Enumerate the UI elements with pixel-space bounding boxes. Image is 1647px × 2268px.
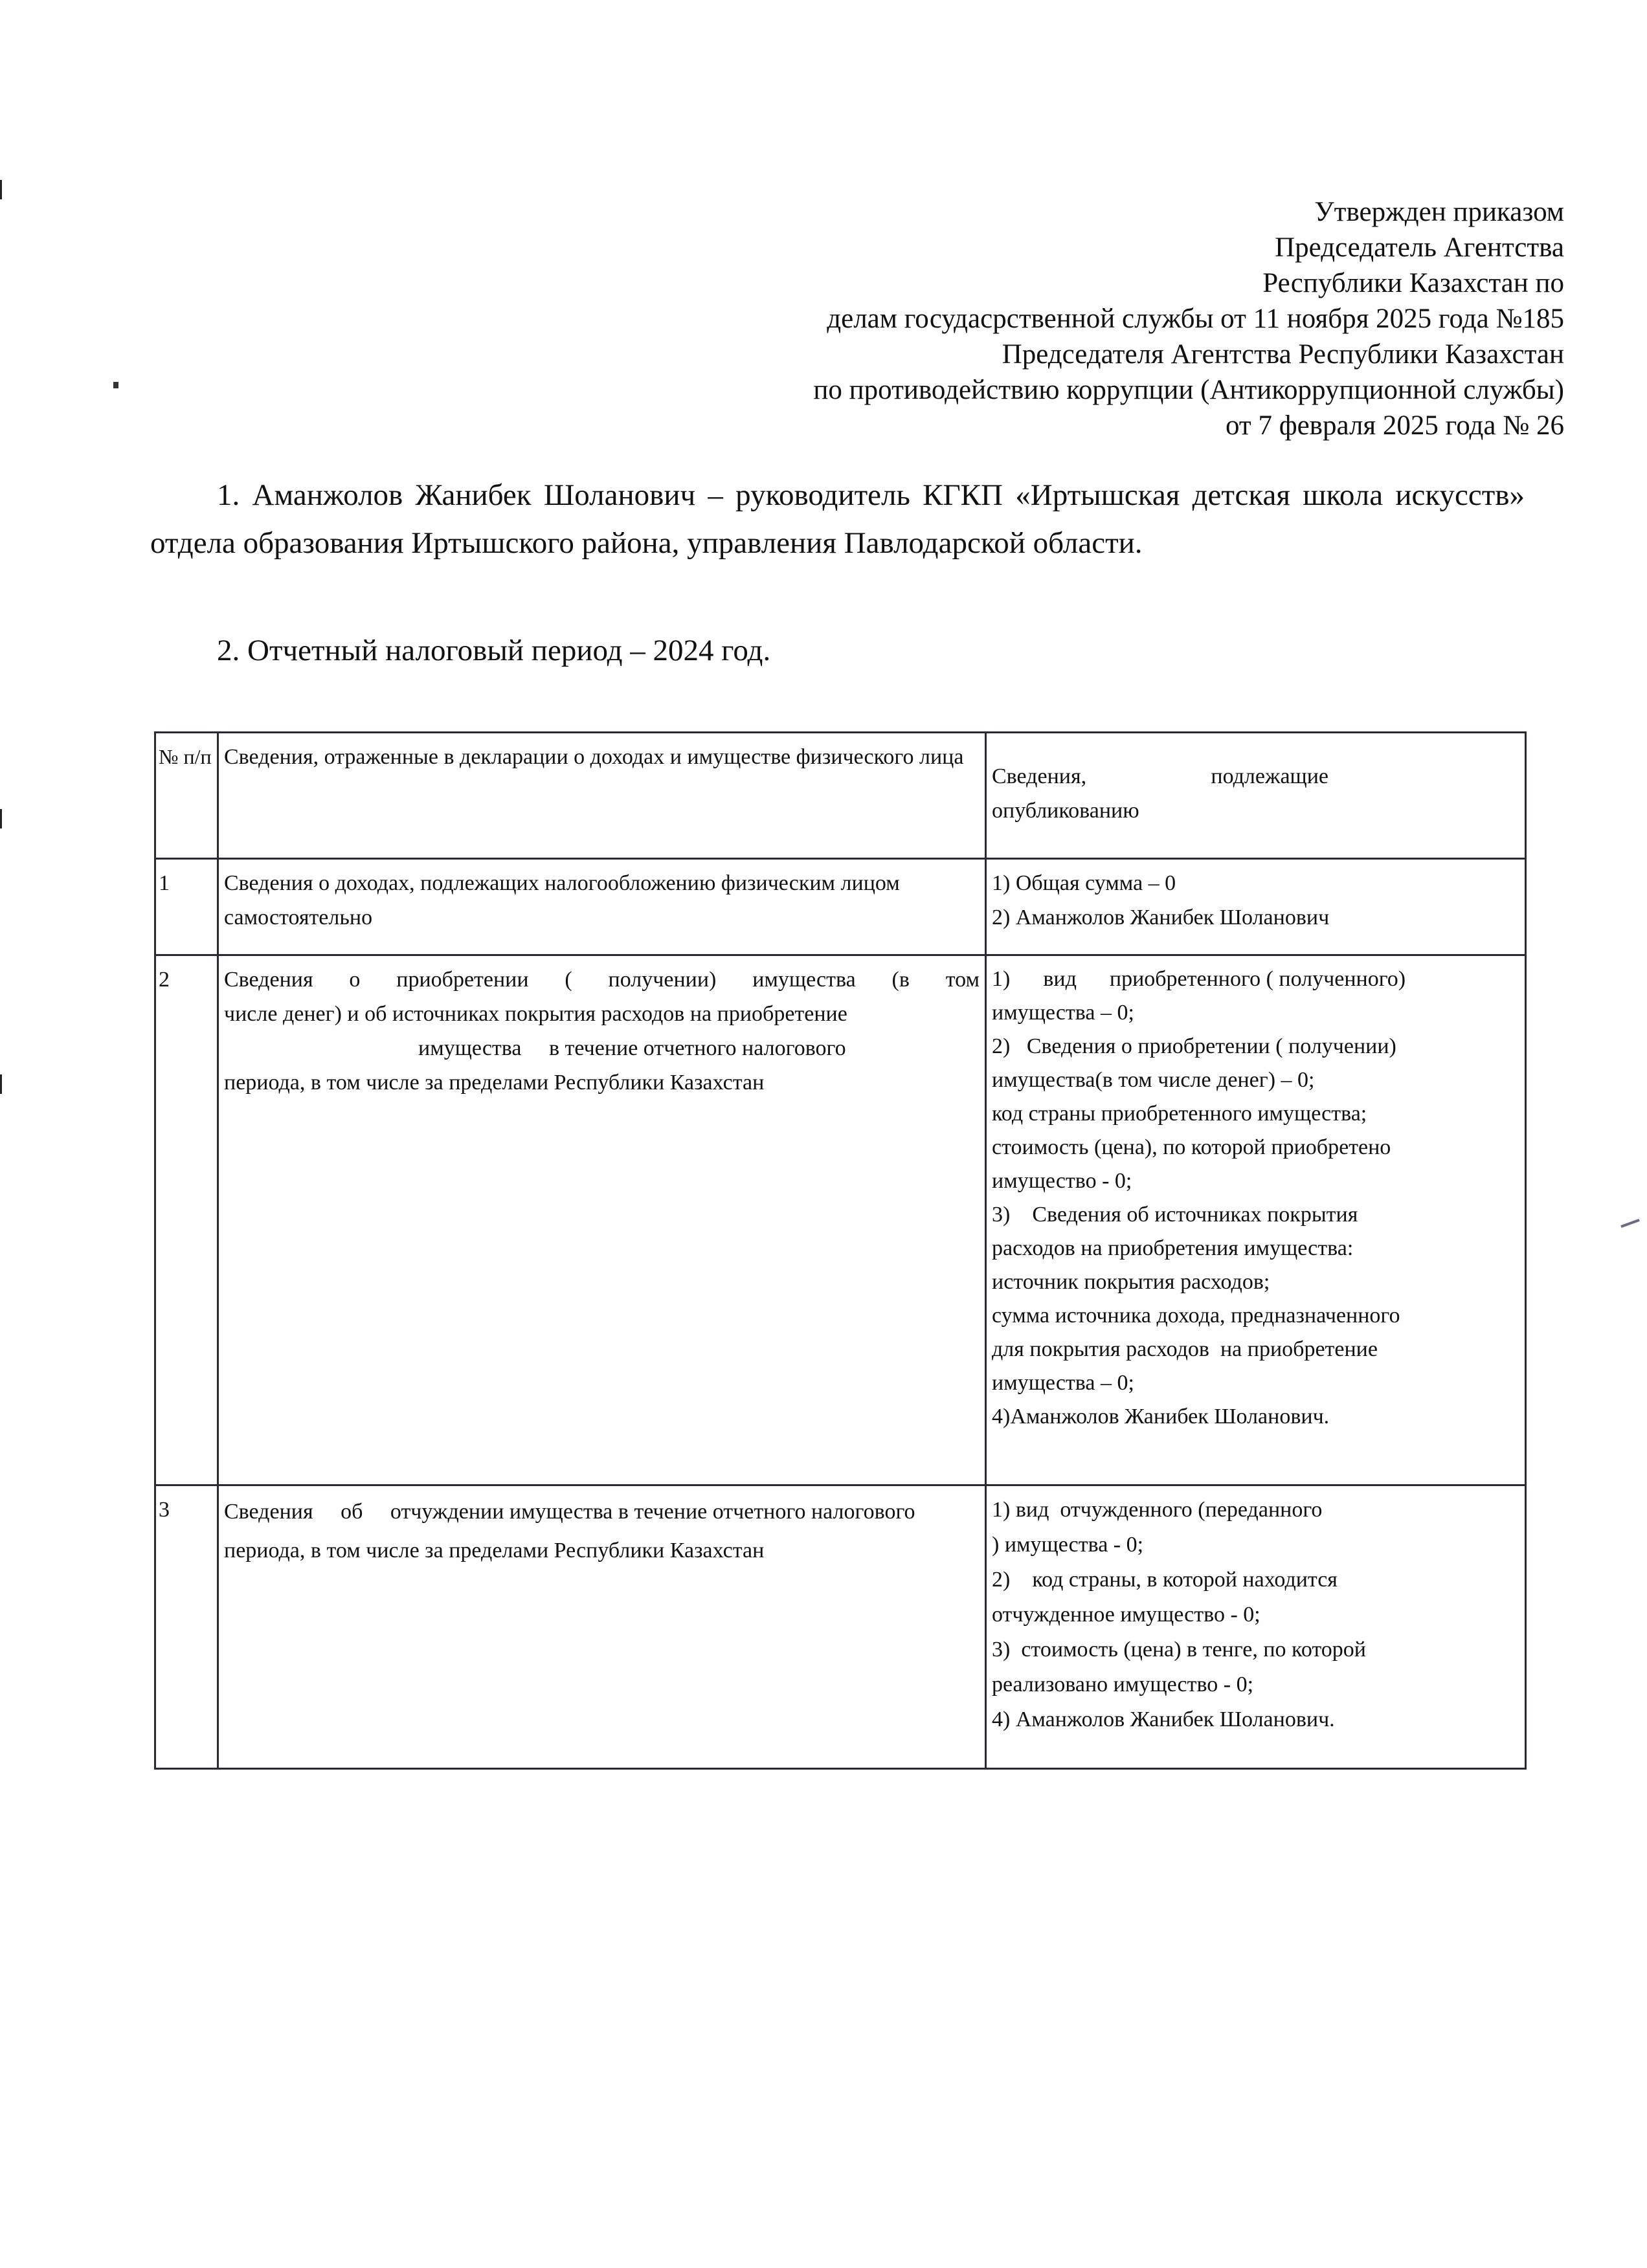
scan-mark [113, 382, 118, 388]
scan-mark [0, 1074, 2, 1094]
declared-line: периода, в том числе за пределами Республики Казахстан [224, 1071, 765, 1095]
header-published-word2: подлежащие [1211, 764, 1328, 788]
row-declared: Сведения об отчуждении имущества в течение отчетного налогового периода, в том числе за пределами Республики Казахстан [218, 1485, 986, 1769]
table-row [155, 955, 1526, 1485]
published-line: 4) Аманжолов Жанибек Шоланович. [992, 1707, 1335, 1731]
published-line: код страны приобретенного имущества; [992, 1102, 1367, 1126]
approval-line: по противодействию коррупции (Антикоррупционной службы) [813, 375, 1564, 405]
declared-line: имущества в течение отчетного налогового [418, 1036, 846, 1060]
declaration-table [154, 731, 1527, 1770]
paragraph-official-info: 1. Аманжолов Жанибек Шоланович – руководитель КГКП «Иртышская детская школа искусств» отдела образования Иртышского района, управления Павлодарской области. [150, 478, 1525, 560]
row-declared [218, 955, 986, 1485]
published-line: 3) стоимость (цена) в тенге, по которой [992, 1638, 1366, 1662]
header-published [986, 733, 1526, 859]
row-published [986, 955, 1526, 1485]
approval-line: делам госудасрственной службы от 11 ноября 2025 года №185 [827, 304, 1564, 334]
header-published-word3: опубликованию [992, 799, 1139, 823]
published-line: 1) Общая сумма – 0 [992, 871, 1176, 895]
approval-line: Председатель Агентства [1275, 232, 1564, 263]
row-number: 1 [155, 859, 218, 955]
approval-line: от 7 февраля 2025 года № 26 [1226, 410, 1564, 441]
approval-header [593, 194, 1564, 443]
header-published-word1: Сведения, [992, 764, 1087, 788]
paragraph-tax-period: 2. Отчетный налоговый период – 2024 год. [217, 634, 771, 667]
published-line: имущества – 0; [992, 1371, 1134, 1395]
row-number: 3 [155, 1485, 218, 1769]
published-line: имущество - 0; [992, 1169, 1132, 1193]
published-line: 2) Сведения о приобретении ( получении) [992, 1034, 1396, 1058]
header-declared: Сведения, отраженные в декларации о доходах и имуществе физического лица [218, 733, 986, 859]
published-line: 4)Аманжолов Жанибек Шоланович. [992, 1405, 1330, 1429]
table-header-row [155, 733, 1526, 859]
published-line: 1) вид отчужденного (переданного [992, 1498, 1323, 1522]
table-row [155, 1485, 1526, 1769]
row-published [986, 859, 1526, 955]
published-line: для покрытия расходов на приобретение [992, 1337, 1378, 1361]
published-line: отчужденное имущество - 0; [992, 1603, 1260, 1627]
declared-line: числе денег) и об источниках покрытия расходов на приобретение [224, 1002, 847, 1026]
published-line: реализовано имущество - 0; [992, 1673, 1254, 1696]
table-row [155, 859, 1526, 955]
approval-line: Председателя Агентства Республики Казахстан [1002, 339, 1564, 370]
published-line: источник покрытия расходов; [992, 1270, 1270, 1294]
row-published [986, 1485, 1526, 1769]
scan-mark [0, 809, 2, 828]
published-line: ) имущества - 0; [992, 1533, 1144, 1557]
published-line: 2) код страны, в которой находится [992, 1568, 1338, 1592]
published-line: стоимость (цена), по которой приобретено [992, 1135, 1391, 1159]
published-line: 1) вид приобретенного ( полученного) [992, 967, 1406, 991]
published-line: сумма источника дохода, предназначенного [992, 1304, 1400, 1328]
published-line: имущества(в том числе денег) – 0; [992, 1068, 1315, 1092]
published-line: имущества – 0; [992, 1001, 1134, 1025]
header-published-line1 [992, 759, 1328, 794]
row-number: 2 [155, 955, 218, 1485]
approval-line: Утвержден приказом [1314, 197, 1564, 227]
published-line: 3) Сведения об источниках покрытия [992, 1203, 1358, 1227]
published-line: расходов на приобретения имущества: [992, 1236, 1354, 1260]
scan-mark [0, 180, 2, 199]
published-line: 2) Аманжолов Жанибек Шоланович [992, 906, 1330, 929]
row-declared: Сведения о доходах, подлежащих налогообложению физическим лицом самостоятельно [218, 859, 986, 955]
header-num: № п/п [155, 733, 218, 859]
declared-line: Сведения о приобретении ( получении) имущества (в том [224, 968, 980, 992]
approval-line: Республики Казахстан по [1262, 268, 1564, 298]
scan-mark [1620, 1219, 1640, 1228]
